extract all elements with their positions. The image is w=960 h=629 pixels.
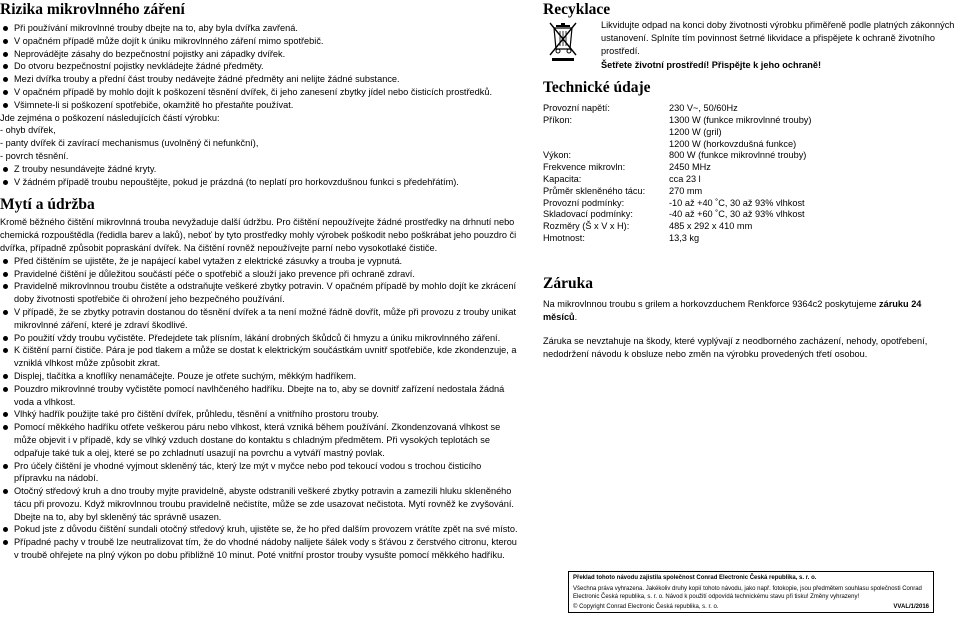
risk-item: V opačném případě může dojít k úniku mikrovlnného záření mimo spotřebič. <box>0 35 520 48</box>
cleaning-item: Vlhký hadřík použijte také pro čištění dvířek, průhledu, těsnění a vnitřního prostoru trouby. <box>0 408 520 421</box>
spec-label: Průměr skleněného tácu: <box>543 185 646 196</box>
footer-code: VVAL/1/2016 <box>893 604 929 610</box>
spec-value: 1200 W (gril) <box>669 126 722 137</box>
spec-label: Příkon: <box>543 114 573 125</box>
damage-parts-list <box>0 124 520 162</box>
cleaning-item: Pomocí měkkého hadříku otřete veškerou páru nebo vlhkost, která vzniká během používání. Zkondenzovaná vlhkost se může objevit i v případě, kdy se vlhký vzduch dostane do kontaktu s chladným předmětem. Při vysokých teplotách se odpařuje také tuk a olej, které se po zchladnutí usazují na povrchu a vytváří mastný povlak. <box>0 421 520 459</box>
cleaning-item: Před čištěním se ujistěte, že je napájecí kabel vytažen z elektrické zásuvky a trouba je vypnutá. <box>0 255 520 268</box>
spec-row <box>543 174 811 186</box>
recycling-text: Likvidujte odpad na konci doby životnosti výrobku přiměřeně podle platných zákonných ustanovení. Splníte tím povinnost šetrné likvidace a přispějete k ochraně životního prostředí. <box>601 20 955 56</box>
risk-list <box>0 22 520 112</box>
cleaning-intro: Kromě běžného čištění mikrovlnná trouba nevyžaduje další údržbu. Pro čištění nepoužívejte žádné prostředky na drhnutí nebo chemická rozpouštědla (ředidla barev a laků), neboť by tyto prostředky mohly výrobek poškodit nebo poškrábat jeho pouzdro či dvířka, případně způsobit popraskání dvířek. Na čištění rovněž nepoužívejte parní nebo vysokotlaké čističe. <box>0 217 517 253</box>
spec-label: Rozměry (Š x V x H): <box>543 221 630 232</box>
risk-item: V žádném případě troubu nepouštějte, pokud je prázdná (to neplatí pro horkovzdušnou funkci s předehřátím). <box>0 176 520 189</box>
risk-item: V opačném případě by mohlo dojít k poškození těsnění dvířek, či jeho zanesení zbytky jídel nebo čisticích prostředků. <box>0 86 520 99</box>
spec-value: 1200 W (horkovzdušná funkce) <box>669 138 797 149</box>
cleaning-item: Pokud jste z důvodu čištění sundali otočný středový kruh, ujistěte se, že ho před dalším provozem vrátíte zpět na své místo. <box>0 523 520 536</box>
spec-row <box>543 103 811 115</box>
spec-value: 485 x 292 x 410 mm <box>669 221 753 232</box>
risk-item: Z trouby nesundávejte žádné kryty. <box>0 163 520 176</box>
spec-value: -10 až +40 ˚C, 30 až 93% vlhkost <box>669 197 805 208</box>
left-column <box>0 0 520 562</box>
risk-item: Při používání mikrovlnné trouby dbejte na to, aby byla dvířka zavřená. <box>0 22 520 35</box>
spec-row <box>543 150 811 162</box>
risk-item: Mezi dvířka trouby a přední část trouby nedávejte žádné předměty ani nelijte žádné substance. <box>0 73 520 86</box>
footer-rights: Všechna práva vyhrazena. Jakékoliv druhy kopií tohoto návodu, jako např. fotokopie, jsou předmětem souhlasu společnosti Conrad Electronic Česká republika, s. r. o. Návod k použití odpovídá technickému stavu při tisku! Změny vyhrazeny! <box>573 586 922 600</box>
risk-item: Všimnete-li si poškození spotřebiče, okamžitě ho přestaňte používat. <box>0 99 520 112</box>
spec-row <box>543 233 811 245</box>
right-column <box>543 0 955 361</box>
damage-part-item: - povrch těsnění. <box>0 150 69 161</box>
section-title-recycling: Recyklace <box>543 1 611 18</box>
spec-label: Kapacita: <box>543 173 582 184</box>
section-title-cleaning: Mytí a údržba <box>0 196 95 214</box>
damage-intro: Jde zejména o poškození následujících částí výrobku: <box>0 112 220 123</box>
risk-list-2 <box>0 163 520 189</box>
spec-value: 230 V~, 50/60Hz <box>669 103 738 114</box>
spec-row <box>543 162 811 174</box>
cleaning-item: Pravidelné čištění je důležitou součástí péče o spotřebič a slouží jako prevence při ochraně zdraví. <box>0 268 520 281</box>
section-title-risks: Rizika mikrovlnného záření <box>0 1 185 18</box>
footer-box <box>568 571 934 613</box>
cleaning-item: Případné pachy v troubě lze neutralizovat tím, že do vhodné nádoby nalijete šálek vody s šťávou z čerstvého citronu, kterou v troubě ohřejete na plný výkon po dobu přibližně 10 minut. Poté vnitřní prostor trouby vysušte pomocí měkkého hadříku. <box>0 536 520 562</box>
spec-label: Provozní napětí: <box>543 103 610 114</box>
weee-bin-icon <box>543 19 589 65</box>
cleaning-item: Pravidelně mikrovlnnou troubu čistěte a odstraňujte veškeré zbytky potravin. V opačném případě by mohlo dojít ke zkrácení doby životnosti spotřebiče či ohrožení jeho bezpečného používání. <box>0 280 520 306</box>
spec-row <box>543 186 811 198</box>
damage-part-item: - panty dvířek či zavírací mechanismus (uvolněný či nefunkční), <box>0 138 259 149</box>
spec-label <box>543 139 669 151</box>
warranty-period: záruku 24 měsíců <box>543 298 922 322</box>
spec-value: 13,3 kg <box>669 232 700 243</box>
spec-label: Provozní podmínky: <box>543 197 625 208</box>
warranty-exclusions: Záruka se nevztahuje na škody, které vyplývají z neodborného zacházení, nehody, opotřebení, nedodržení návodu k obsluze nebo změn na výrobku provedených třetí osobou. <box>543 336 928 360</box>
cleaning-item: Displej, tlačítka a knoflíky nenamáčejte. Pouze je otřete suchým, měkkým hadříkem. <box>0 370 520 383</box>
cleaning-item: V případě, že se zbytky potravin dostanou do těsnění dvířek a ta není možné řádně dovřít, může při provozu z trouby unikat mikrovlnné záření, které je zdraví škodlivé. <box>0 306 520 332</box>
risk-item: Neprovádějte zásahy do bezpečnostní pojistky ani západky dvířek. <box>0 48 520 61</box>
spec-row <box>543 139 811 151</box>
section-title-tech: Technické údaje <box>543 79 651 97</box>
section-title-warranty: Záruka <box>543 274 593 292</box>
warranty-text-main: Na mikrovlnnou troubu s grilem a horkovzduchem Renkforce 9364c2 poskytujeme <box>543 298 880 309</box>
recycling-slogan: Šetřete životní prostředí! Přispějte k jeho ochraně! <box>601 60 822 71</box>
cleaning-item: Pro účely čištění je vhodné vyjmout skleněný tác, který lze mýt v myčce nebo pod tekoucí vodou s trochou čisticího přípravku na nádobí. <box>0 460 520 486</box>
warranty-text <box>543 298 955 324</box>
spec-row <box>543 115 811 127</box>
cleaning-item: K čištění parní čističe. Pára je pod tlakem a může se dostat k elektrickým součástkám uvnitř spotřebiče, kde zkondenzuje, a vzniklá vlhkost může způsobit zkrat. <box>0 344 520 370</box>
spec-row <box>543 198 811 210</box>
footer-copyright: © Copyright Conrad Electronic Česká republika, s. r. o. <box>573 604 719 610</box>
warranty-text-end: . <box>574 311 578 322</box>
spec-label: Výkon: <box>543 150 572 161</box>
spec-label: Skladovací podmínky: <box>543 209 633 220</box>
spec-value: 2450 MHz <box>669 162 711 173</box>
spec-label: Frekvence mikrovln: <box>543 162 626 173</box>
spec-value: 1300 W (funkce mikrovlnné trouby) <box>669 114 812 125</box>
cleaning-item: Po použití vždy troubu vyčistěte. Předejdete tak plísním, lákání drobných škůdců či hmyzu a úniku mikrovlnného záření. <box>0 332 520 345</box>
spec-row <box>543 209 811 221</box>
damage-part-item: - ohyb dvířek, <box>0 125 56 136</box>
spec-value: 270 mm <box>669 185 703 196</box>
cleaning-list <box>0 255 520 562</box>
cleaning-item: Pouzdro mikrovlnné trouby vyčistěte pomocí navlhčeného hadříku. Dbejte na to, aby se dovnitř zařízení nedostala žádná voda a vlhkost. <box>0 383 520 409</box>
spec-value: 800 W (funkce mikrovlnné trouby) <box>669 150 807 161</box>
spec-value: -40 až +60 ˚C, 30 až 93% vlhkost <box>669 209 805 220</box>
spec-row <box>543 127 811 139</box>
spec-value: cca 23 l <box>669 173 701 184</box>
spec-label: Hmotnost: <box>543 232 585 243</box>
spec-table <box>543 103 811 245</box>
spec-label <box>543 127 669 139</box>
spec-row <box>543 221 811 233</box>
risk-item: Do otvoru bezpečnostní pojistky nevkládejte žádné předměty. <box>0 60 520 73</box>
cleaning-item: Otočný středový kruh a dno trouby myjte pravidelně, abyste odstranili veškeré zbytky potravin a zamezili hluku skleněného tácu při provozu. Když mikrovlnnou troubu pravidelně nečistíte, může se zde usazovat nečistota. Mytí rovněž ke zvyšování. Dbejte na to, aby byl skleněný tác správně usazen. <box>0 485 520 523</box>
footer-translation-note: Překlad tohoto návodu zajistila společnost Conrad Electronic Česká republika, s. r. o. <box>573 575 817 581</box>
